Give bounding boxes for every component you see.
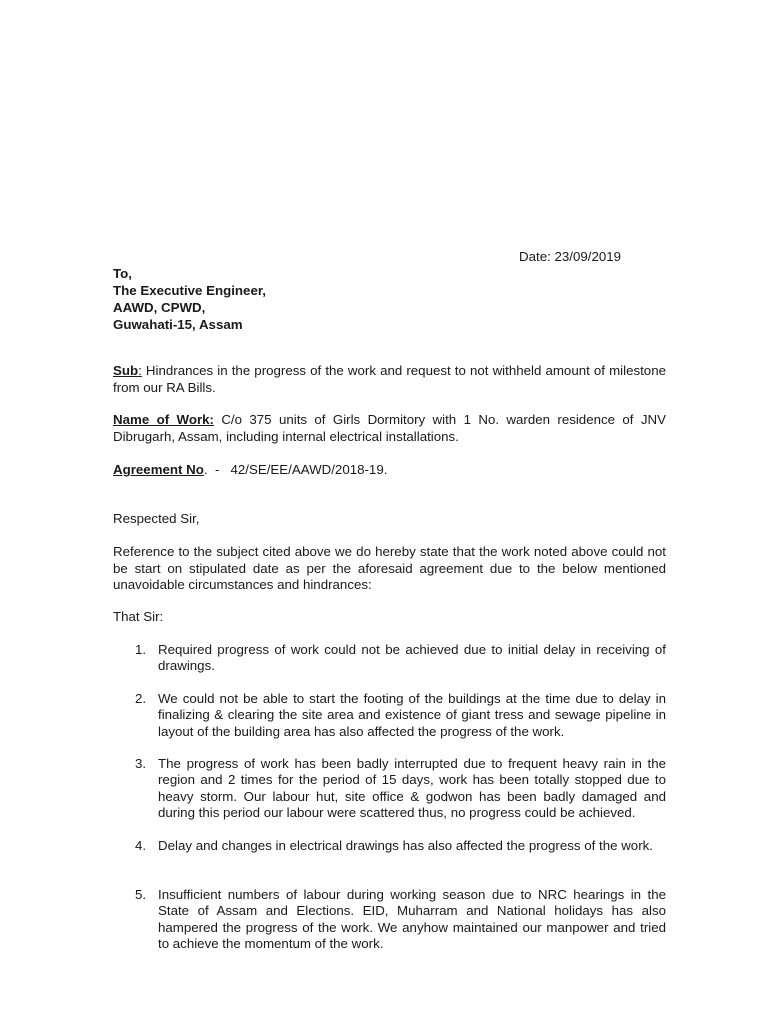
list-item-text: We could not be able to start the footing of the buildings at the time due to delay in finalizing & clearing the site area and existence of giant tress and sewage pipeline in layout of the building area has also affected the progress of the work. <box>158 691 666 739</box>
reference-paragraph: Reference to the subject cited above we do hereby state that the work noted above could not be start on stipulated date as per the aforesaid agreement due to the below mentioned unavoidable circumstances and hindrances: <box>113 544 666 592</box>
address-line-salutation: To, <box>113 266 132 281</box>
list-item-text: Insufficient numbers of labour during working season due to NRC hearings in the State of Assam and Elections. EID, Muharram and National holidays has also hampered the progress of the work. We anyhow maintained our manpower and tried to achieve the momentum of the work. <box>158 887 666 951</box>
that-sir-line: That Sir: <box>113 609 164 624</box>
list-item-text: Required progress of work could not be achieved due to initial delay in receiving of drawings. <box>158 642 666 674</box>
list-item-text: Delay and changes in electrical drawings has also affected the progress of the work. <box>158 838 653 853</box>
name-of-work-paragraph <box>113 412 666 445</box>
letter-date: Date: 23/09/2019 <box>519 249 622 264</box>
list-item-number: 5. <box>135 887 147 902</box>
list-item-number: 3. <box>135 756 147 771</box>
address-line-designation: The Executive Engineer, <box>113 283 266 298</box>
name-of-work-label: Name of Work: <box>113 412 214 427</box>
recipient-address <box>113 265 266 333</box>
address-line-city: Guwahati-15, Assam <box>113 317 243 332</box>
list-item-number: 1. <box>135 642 147 657</box>
subject-text: Hindrances in the progress of the work and request to not withheld amount of milestone from our RA Bills. <box>113 363 666 395</box>
agreement-text: . - 42/SE/EE/AAWD/2018-19. <box>203 462 388 477</box>
list-item-text: The progress of work has been badly interrupted due to frequent heavy rain in the region and 2 times for the period of 15 days, work has been totally stopped due to heavy storm. Our labour hut, site office & godwon has been badly damaged and during this period our labour were scattered thus, no progress could be achieved. <box>158 756 666 820</box>
agreement-label: Agreement No <box>113 462 204 477</box>
list-item-number: 4. <box>135 838 147 853</box>
subject-colon: : <box>138 363 142 378</box>
list-item-number: 2. <box>135 691 147 706</box>
subject-paragraph <box>113 363 666 396</box>
subject-label: Sub <box>113 363 139 378</box>
address-line-office: AAWD, CPWD, <box>113 300 206 315</box>
salutation: Respected Sir, <box>113 511 200 526</box>
agreement-paragraph <box>113 462 666 479</box>
name-of-work-text: C/o 375 units of Girls Dormitory with 1 No. warden residence of JNV Dibrugarh, Assam, including internal electrical installations. <box>113 412 666 444</box>
